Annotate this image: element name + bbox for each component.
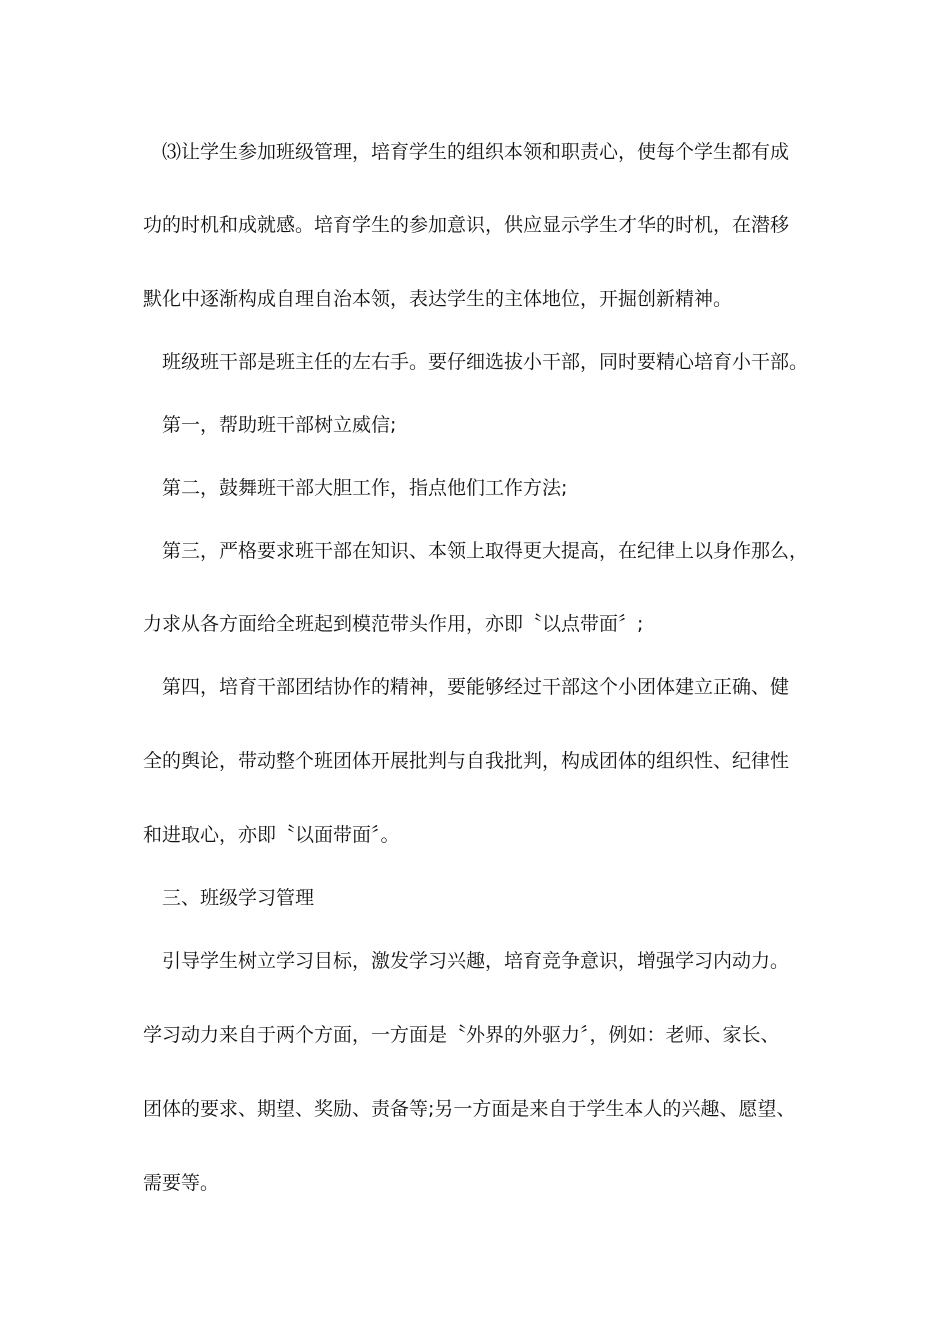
text-line: 团体的要求、期望、奖励、责备等;另一方面是来自于学生本人的兴趣、愿望、 bbox=[143, 1098, 796, 1120]
text-line: 引导学生树立学习目标，激发学习兴趣，培育竞争意识，增强学习内动力。 bbox=[162, 950, 790, 972]
text-line: 第二，鼓舞班干部大胆工作，指点他们工作方法; bbox=[162, 477, 568, 499]
text-line: 第三，严格要求班干部在知识、本领上取得更大提高，在纪律上以身作那么， bbox=[162, 540, 809, 562]
text-line: 默化中逐渐构成自理自治本领，表达学生的主体地位，开掘创新精神。 bbox=[143, 288, 733, 310]
text-line: 全的舆论，带动整个班团体开展批判与自我批判，构成团体的组织性、纪律性 bbox=[143, 750, 790, 772]
text-line: 第四，培育干部团结协作的精神，要能够经过干部这个小团体建立正确、健 bbox=[162, 676, 790, 698]
text-line: 和进取心，亦即〝以面带面〞。 bbox=[143, 824, 400, 846]
text-line: 第一，帮助班干部树立威信; bbox=[162, 414, 397, 436]
text-line: 力求从各方面给全班起到模范带头作用，亦即〝以点带面〞; bbox=[143, 613, 644, 635]
text-line: 班级班干部是班主任的左右手。要仔细选拔小干部，同时要精心培育小干部。 bbox=[162, 351, 809, 373]
text-line: 需要等。 bbox=[143, 1172, 220, 1194]
section-heading: 三、班级学习管理 bbox=[162, 887, 315, 909]
text-line: 功的时机和成就感。培育学生的参加意识，供应显示学生才华的时机，在潜移 bbox=[143, 214, 790, 236]
text-line: 学习动力来自于两个方面，一方面是〝外界的外驱力〞，例如：老师、家长、 bbox=[143, 1024, 780, 1046]
text-line: ⑶让学生参加班级管理，培育学生的组织本领和职责心，使每个学生都有成 bbox=[162, 141, 790, 163]
